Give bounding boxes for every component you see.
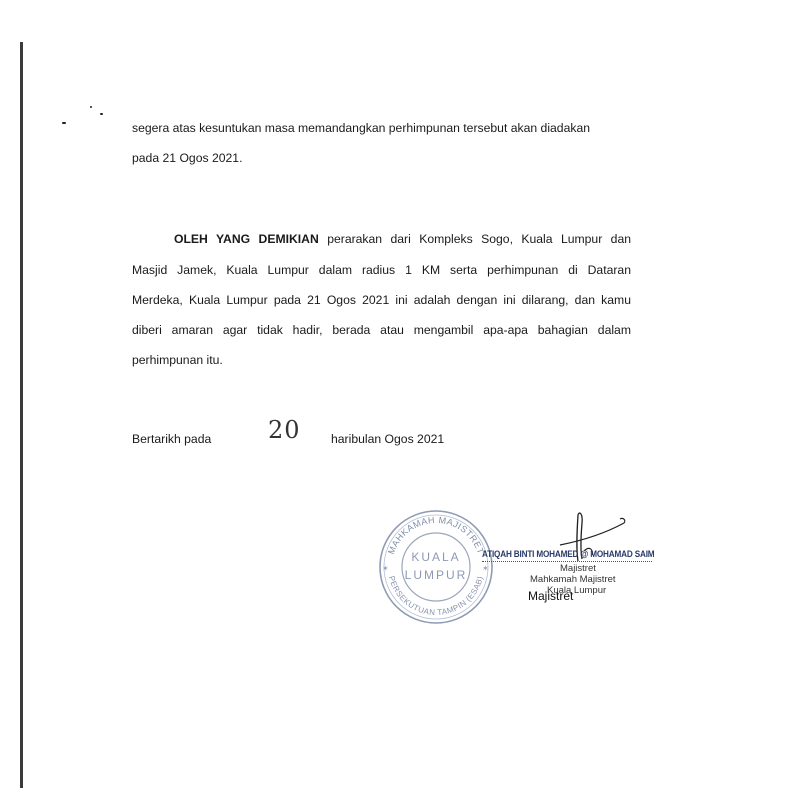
stamp-star-icon: ✶ xyxy=(382,564,389,573)
dated-suffix: haribulan Ogos 2021 xyxy=(331,432,445,446)
stamp-outer-top: MAHKAMAH MAJISTRET xyxy=(386,514,486,556)
stamp-star-icon: ✶ xyxy=(482,564,489,573)
scan-speck xyxy=(62,122,66,124)
signature-caption: Majistret xyxy=(528,589,574,603)
stamp-inner-line-1: KUALA xyxy=(411,550,461,564)
stamp-inner-line-2: LUMPUR xyxy=(404,568,468,582)
paragraph-2-line-5: perhimpunan itu. xyxy=(132,353,223,367)
paragraph-2-line-4: diberi amaran agar tidak hadir, berada atau mengambil apa-apa bahagian dalam xyxy=(132,323,631,337)
bold-lead: OLEH YANG DEMIKIAN xyxy=(174,232,319,246)
paragraph-2-line-1 xyxy=(132,232,631,246)
officer-title: Majistret xyxy=(560,563,596,574)
paragraph-1-line-2: pada 21 Ogos 2021. xyxy=(132,151,243,165)
officer-court: Mahkamah Majistret xyxy=(530,574,616,585)
court-stamp xyxy=(370,505,500,625)
paragraph-2-line-1-rest: perarakan dari Kompleks Sogo, Kuala Lumpur dan xyxy=(318,232,631,246)
stamp-outer-bottom: PERSEKUTUAN TAMPIN (ESAB) xyxy=(386,574,485,618)
scan-speck xyxy=(90,106,92,108)
paragraph-2-line-3: Merdeka, Kuala Lumpur pada 21 Ogos 2021 ini adalah dengan ini dilarang, dan kamu xyxy=(132,293,631,307)
paragraph-2-line-2: Masjid Jamek, Kuala Lumpur dalam radius 1 KM serta perhimpunan di Dataran xyxy=(132,263,631,277)
paragraph-1-line-1: segera atas kesuntukan masa memandangkan perhimpunan tersebut akan diadakan xyxy=(132,121,591,135)
dated-label: Bertarikh pada xyxy=(132,432,212,446)
scan-speck xyxy=(100,113,103,115)
signature-block xyxy=(370,505,690,625)
officer-city: Kuala Lumpur xyxy=(547,585,607,596)
officer-name: ATIQAH BINTI MOHAMED @ MOHAMAD SAIM xyxy=(482,549,655,560)
signature-dotted-line xyxy=(482,561,652,562)
page-binding-edge xyxy=(20,42,23,788)
handwritten-day: 20 xyxy=(268,416,301,444)
